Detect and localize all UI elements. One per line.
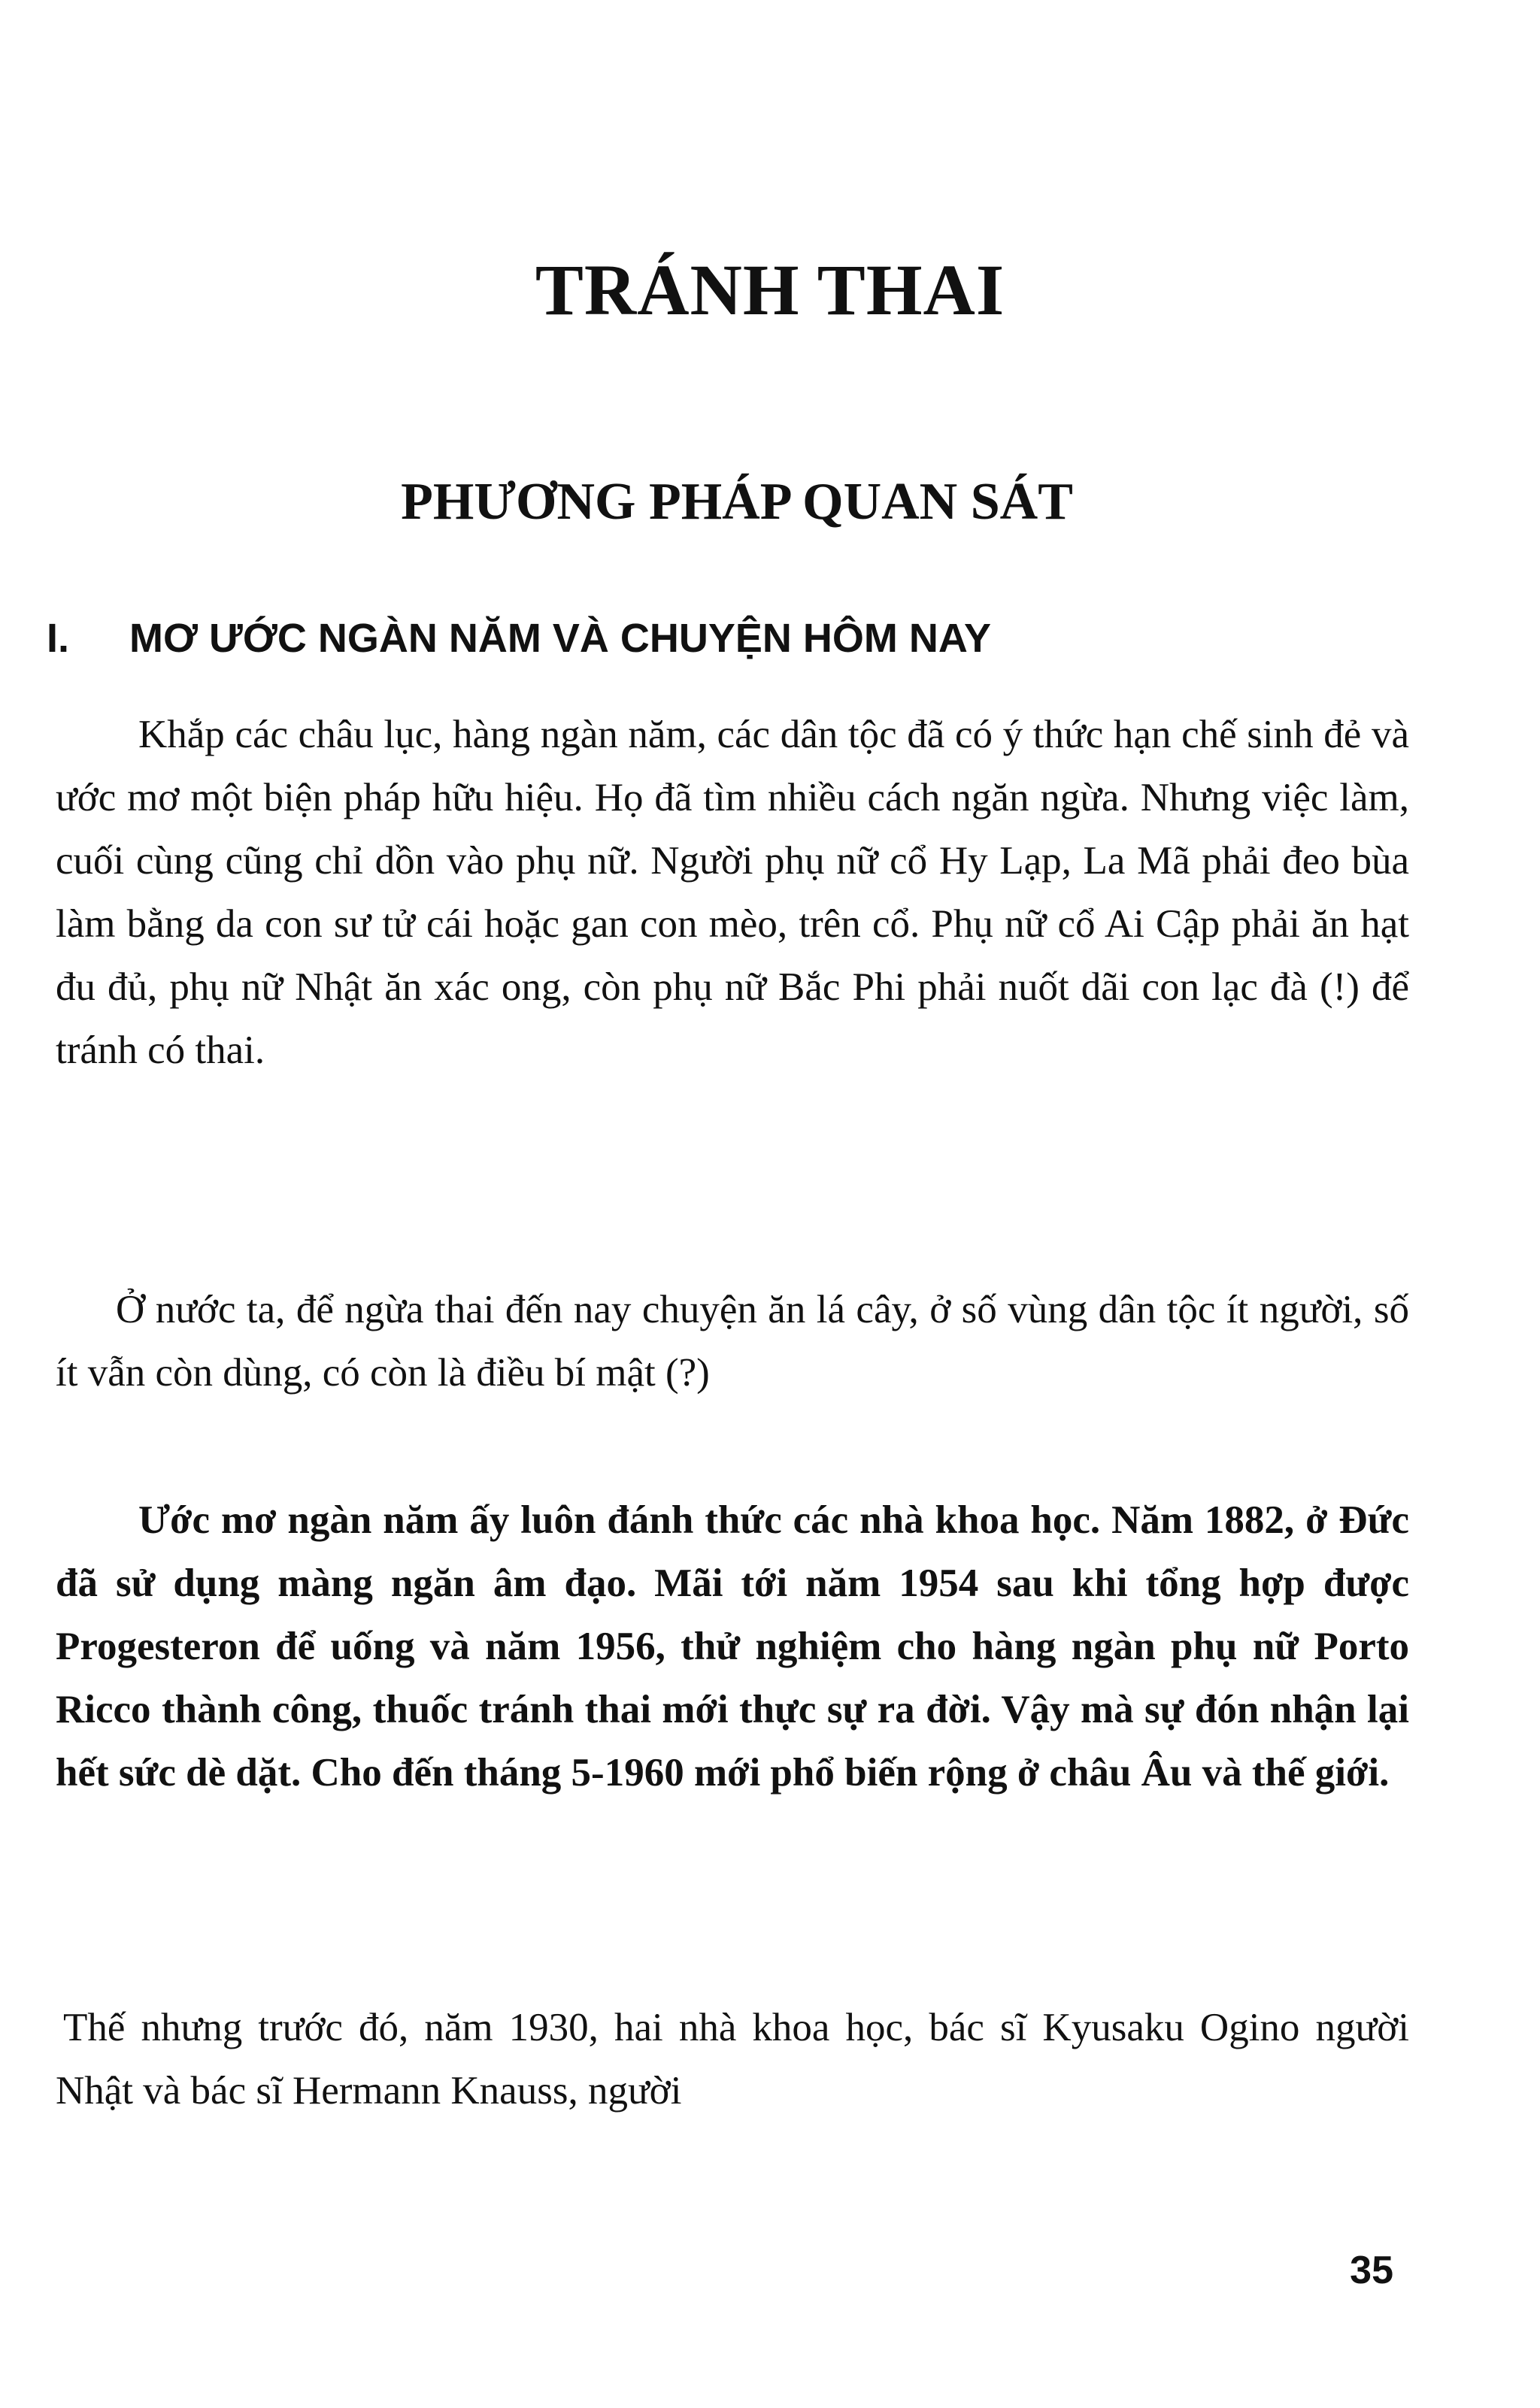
paragraph-4: Thế nhưng trước đó, năm 1930, hai nhà khoa học, bác sĩ Kyusaku Ogino người Nhật và bác sĩ Hermann Knauss, người	[56, 2006, 1409, 2113]
section-heading-text: MƠ ƯỚC NGÀN NĂM VÀ CHUYỆN HÔM NAY	[129, 616, 991, 661]
paragraph-1: Khắp các châu lục, hàng ngàn năm, các dân tộc đã có ý thức hạn chế sinh đẻ và ước mơ một biện pháp hữu hiệu. Họ đã tìm nhiều cách ngăn ngừa. Nhưng việc làm, cuối cùng cũng chỉ dồn vào phụ nữ. Người phụ nữ cổ Hy Lạp, La Mã phải đeo bùa làm bằng da con sư tử cái hoặc gan con mèo, trên cổ. Phụ nữ cổ Ai Cập phải ăn hạt đu đủ, phụ nữ Nhật ăn xác ong, còn phụ nữ Bắc Phi phải nuốt dãi con lạc đà (!) để tránh có thai.	[56, 713, 1409, 1072]
chapter-subtitle: PHƯƠNG PHÁP QUAN SÁT	[401, 473, 1073, 531]
paragraph-2: Ở nước ta, để ngừa thai đến nay chuyện ăn lá cây, ở số vùng dân tộc ít người, số ít vẫn còn dùng, có còn là điều bí mật (?)	[56, 1288, 1409, 1395]
section-number: I.	[47, 616, 70, 661]
page-number: 35	[1350, 2249, 1393, 2292]
chapter-title: TRÁNH THAI	[535, 250, 1005, 330]
paragraph-3: Ước mơ ngàn năm ấy luôn đánh thức các nhà khoa học. Năm 1882, ở Đức đã sử dụng màng ngăn âm đạo. Mãi tới năm 1954 sau khi tổng hợp được Progesteron để uống và năm 1956, thử nghiệm cho hàng ngàn phụ nữ Porto Ricco thành công, thuốc tránh thai mới thực sự ra đời. Vậy mà sự đón nhận lại hết sức dè dặt. Cho đến tháng 5-1960 mới phổ biến rộng ở châu Âu và thế giới.	[56, 1498, 1409, 1795]
section-heading	[47, 615, 991, 662]
